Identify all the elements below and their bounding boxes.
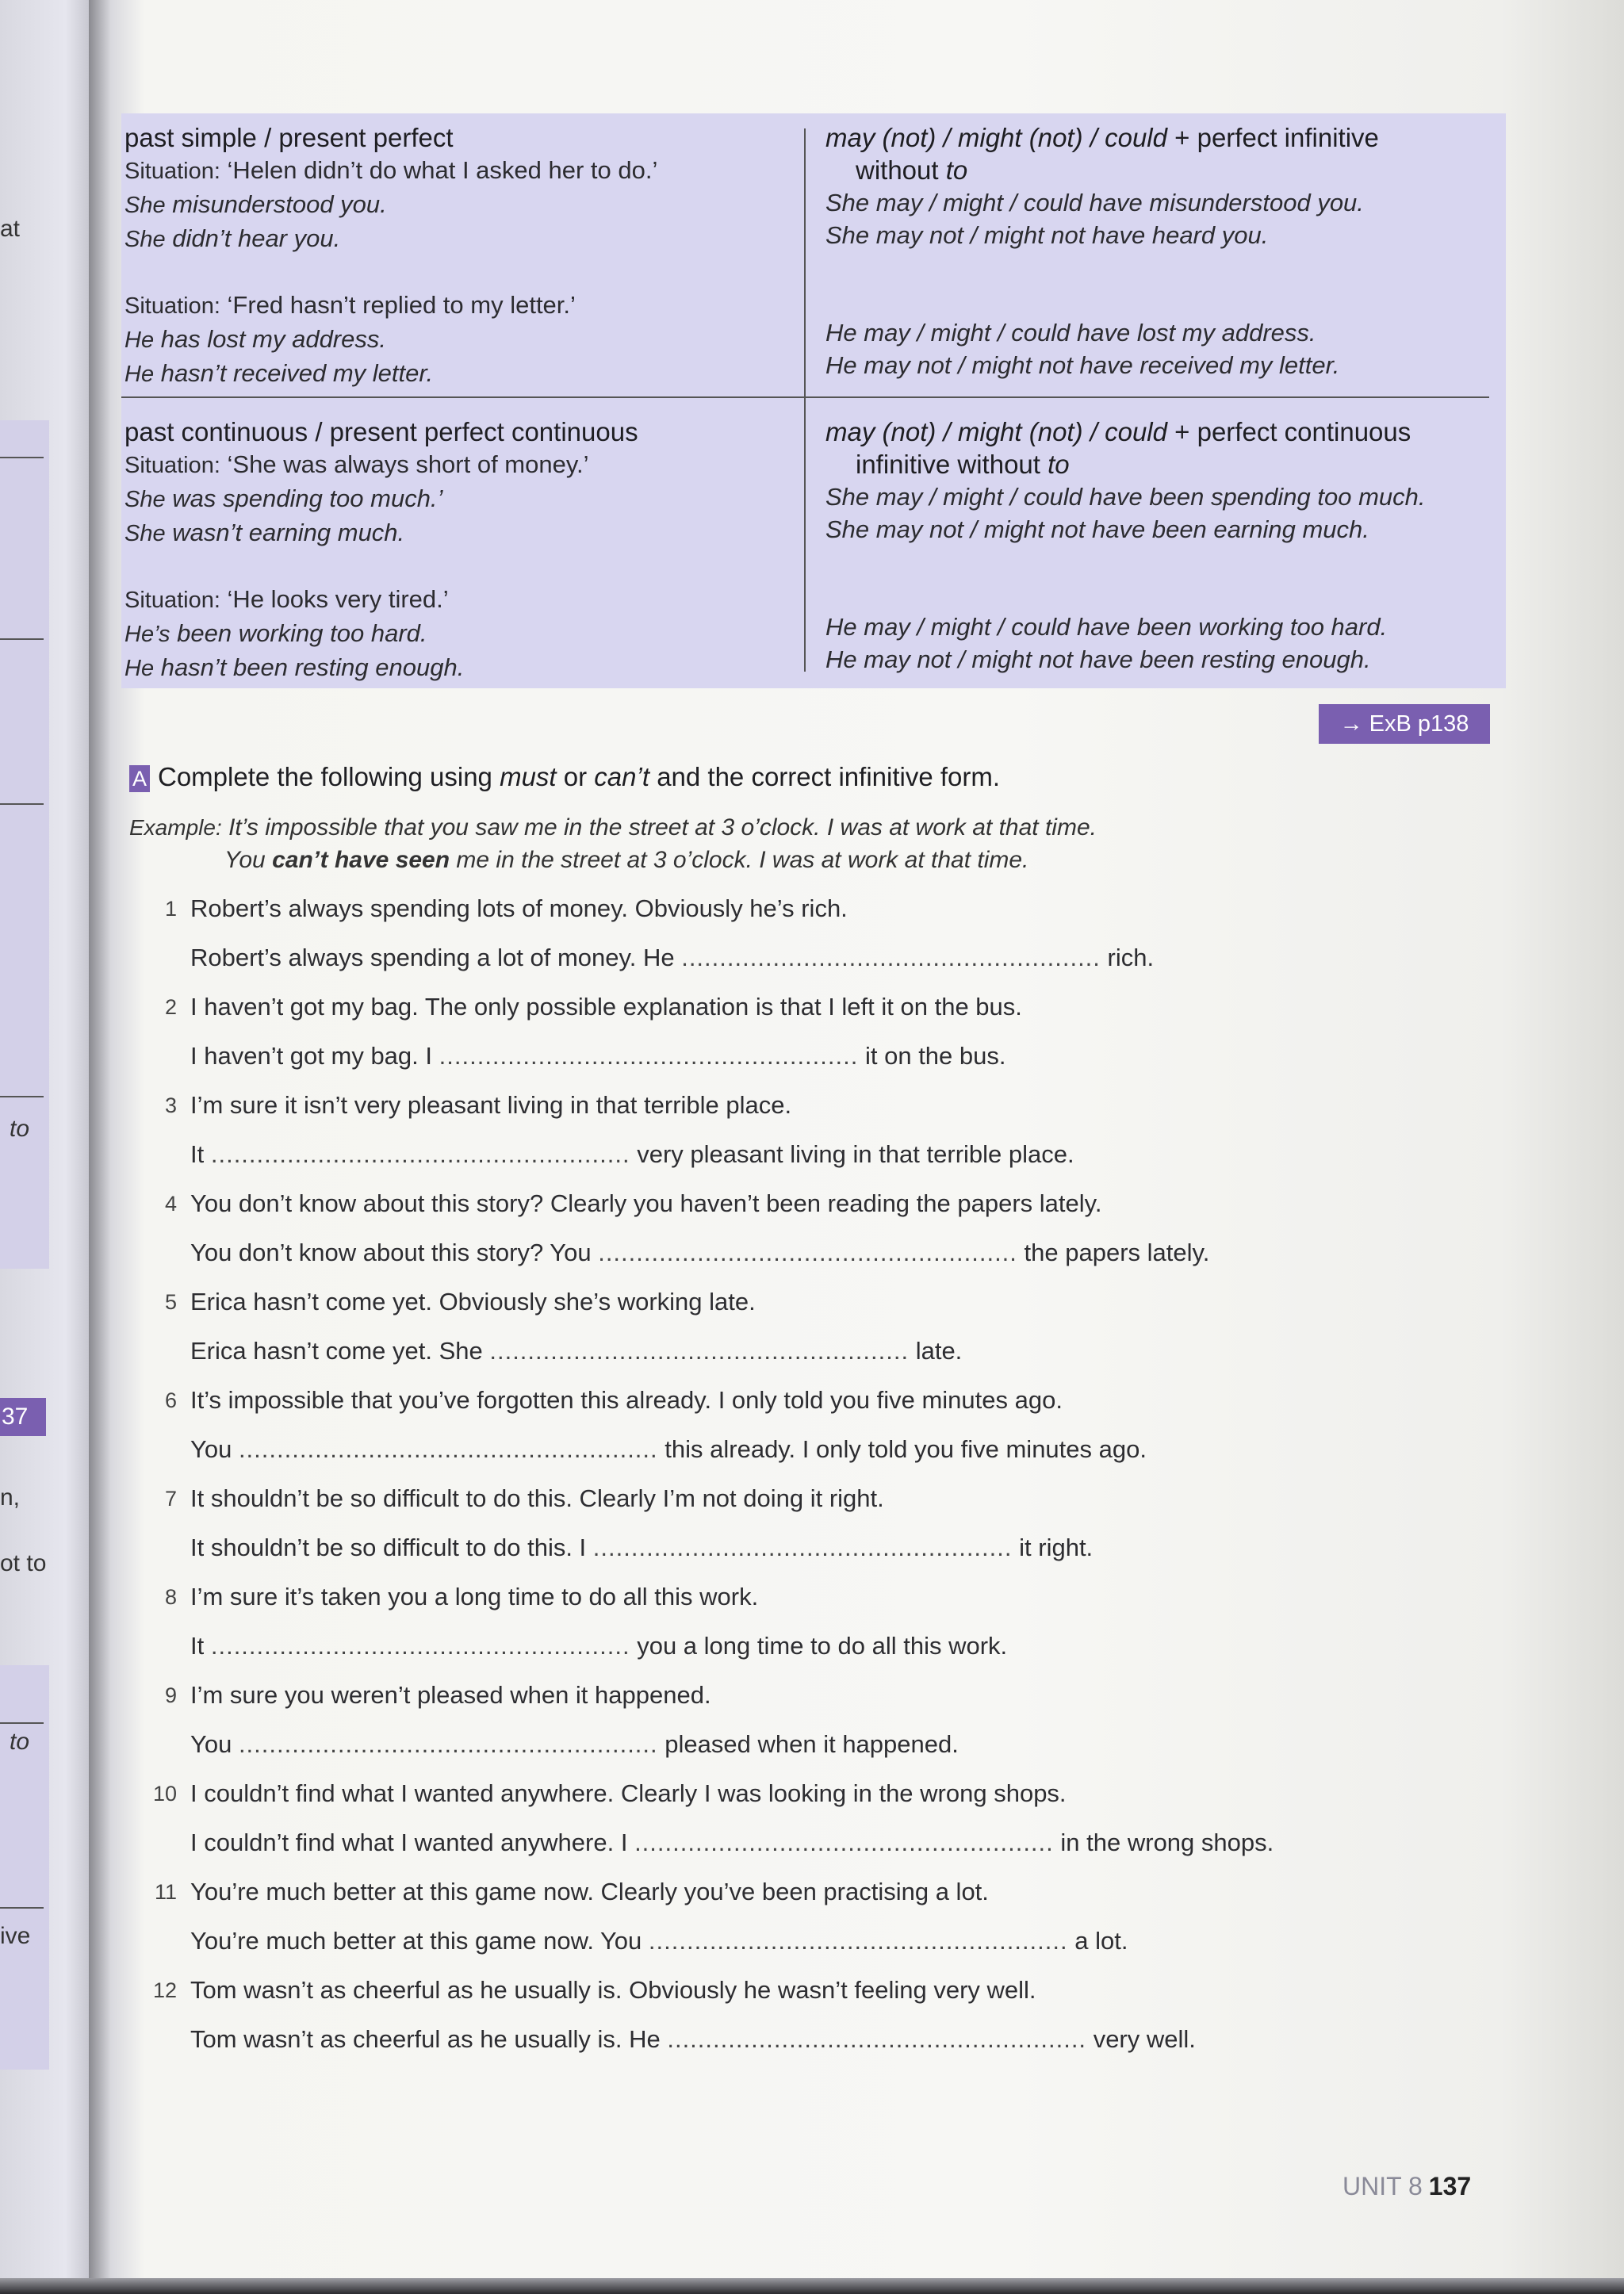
answer-suffix: pleased when it happened.: [665, 1730, 959, 1758]
situation-label: Situation:: [124, 453, 220, 478]
item-number: 1: [164, 897, 177, 921]
item-question: Tom wasn’t as cheerful as he usually is. Obviously he wasn’t feeling very well.: [190, 1976, 1036, 2004]
example-text: She may not / might not have heard you.: [825, 221, 1269, 249]
cell-heading: past simple / present perfect: [124, 123, 454, 152]
example-answer-key: can’t have seen: [272, 847, 450, 873]
exercise-letter-badge: A: [129, 765, 150, 792]
answer-prefix: You: [190, 1435, 232, 1463]
item-number: 10: [152, 1782, 177, 1806]
answer-prefix: It shouldn’t be so difficult to do this. I: [190, 1534, 587, 1561]
cell-heading-to: to: [1048, 450, 1070, 479]
example-text: She may / might / could have misunderstood you.: [825, 189, 1364, 216]
example-text: hasn’t received my letter.: [160, 359, 434, 387]
item-question: Robert’s always spending lots of money. Obviously he’s rich.: [190, 894, 848, 922]
exercise-item: [147, 892, 1495, 990]
item-question: It’s impossible that you’ve forgotten this already. I only told you five minutes ago.: [190, 1386, 1063, 1414]
unit-label: UNIT 8: [1342, 2172, 1423, 2200]
example-pronoun: She: [124, 487, 166, 512]
table-cell-past-continuous: [124, 416, 638, 685]
cell-heading-text: + perfect infinitive: [1174, 123, 1379, 152]
answer-blank[interactable]: .......................................................: [648, 1927, 1068, 1955]
margin-fragment: to: [10, 1116, 30, 1142]
example-text: He may not / might not have received my letter.: [825, 351, 1340, 379]
cell-heading-text: infinitive without: [856, 450, 1040, 479]
answer-blank[interactable]: .......................................................: [592, 1534, 1013, 1561]
margin-rule: [0, 1907, 44, 1909]
answer-prefix: It: [190, 1632, 205, 1660]
table-cell-modal-perfect: [825, 121, 1379, 381]
answer-prefix: I haven’t got my bag. I: [190, 1042, 433, 1070]
item-answer-line: [190, 1335, 962, 1368]
margin-fragment: ot to: [0, 1550, 47, 1576]
example-answer-text: me in the street at 3 o’clock. I was at work at that time.: [456, 847, 1029, 873]
cell-heading-to: to: [945, 155, 968, 185]
example-text: He may / might / could have lost my address.: [825, 319, 1316, 347]
item-question: Erica hasn’t come yet. Obviously she’s working late.: [190, 1288, 756, 1316]
example-pronoun: He’s: [124, 622, 170, 647]
exercise-item: [147, 1187, 1495, 1285]
example-text: has lost my address.: [160, 325, 386, 353]
item-question: I haven’t got my bag. The only possible explanation is that I left it on the bus.: [190, 993, 1022, 1021]
page-number: 137: [1428, 2172, 1472, 2200]
answer-suffix: it on the bus.: [864, 1042, 1006, 1070]
exercise-item: [147, 1875, 1495, 1974]
item-question: I’m sure it’s taken you a long time to do all this work.: [190, 1583, 759, 1610]
item-number: 2: [164, 995, 177, 1019]
item-answer-line: [190, 1728, 959, 1761]
example-text: been working too hard.: [177, 619, 427, 647]
answer-blank[interactable]: .......................................................: [681, 944, 1101, 971]
item-question: You don’t know about this story? Clearly you haven’t been reading the papers lately.: [190, 1189, 1102, 1217]
answer-blank[interactable]: .......................................................: [238, 1435, 658, 1463]
answer-suffix: very well.: [1093, 2025, 1196, 2053]
item-number: 7: [164, 1487, 177, 1511]
answer-suffix: the papers lately.: [1024, 1239, 1210, 1266]
answer-suffix: it right.: [1019, 1534, 1094, 1561]
answer-prefix: You’re much better at this game now. You: [190, 1927, 642, 1955]
answer-suffix: in the wrong shops.: [1060, 1829, 1274, 1856]
page-footer: [1342, 2172, 1471, 2201]
answer-suffix: you a long time to do all this work.: [637, 1632, 1008, 1660]
cell-heading-modals: may (not) / might (not) / could: [825, 417, 1167, 446]
answer-blank[interactable]: .......................................................: [598, 1239, 1017, 1266]
item-answer-line: [190, 1630, 1007, 1663]
exercise-item: [147, 990, 1495, 1089]
answer-suffix: late.: [915, 1337, 963, 1365]
instruction-text: and the correct infinitive form.: [657, 762, 1001, 791]
table-column-divider: [804, 128, 806, 672]
answer-suffix: a lot.: [1074, 1927, 1128, 1955]
item-number: 11: [154, 1880, 177, 1904]
item-question: I’m sure it isn’t very pleasant living in that terrible place.: [190, 1091, 792, 1119]
example-answer: [129, 844, 1097, 876]
situation-text: ‘She was always short of money.’: [227, 450, 589, 478]
margin-page-tab: 37: [0, 1398, 46, 1436]
margin-rule: [0, 1722, 44, 1724]
answer-prefix: Erica hasn’t come yet. She: [190, 1337, 483, 1365]
example-text: He may / might / could have been working too hard.: [825, 613, 1388, 641]
example-pronoun: He: [124, 656, 155, 681]
item-answer-line: [190, 1924, 1128, 1958]
answer-suffix: rich.: [1107, 944, 1155, 971]
item-number: 4: [164, 1192, 177, 1216]
answer-blank[interactable]: .......................................................: [210, 1140, 630, 1168]
example-text: was spending too much.’: [172, 484, 443, 512]
exercise-item: [147, 1974, 1495, 2072]
item-answer-line: [190, 1826, 1274, 1859]
exercise-item: [147, 1482, 1495, 1580]
example-text: She may / might / could have been spending too much.: [825, 483, 1426, 511]
answer-blank[interactable]: .......................................................: [667, 2025, 1087, 2053]
answer-suffix: this already. I only told you five minutes ago.: [665, 1435, 1147, 1463]
margin-rule: [0, 638, 44, 640]
example-pronoun: He: [124, 362, 155, 387]
table-row-divider: [121, 396, 1489, 398]
item-number: 3: [164, 1093, 177, 1117]
instruction-must: must: [500, 762, 557, 791]
example-text: She may not / might not have been earning much.: [825, 515, 1369, 543]
situation-text: ‘He looks very tired.’: [227, 585, 449, 613]
table-cell-modal-perfect-continuous: [825, 416, 1426, 676]
answer-blank[interactable]: .......................................................: [238, 1730, 658, 1758]
exercise-item: [147, 1285, 1495, 1384]
cell-heading-text: without: [856, 155, 939, 185]
margin-fragment: ive: [0, 1923, 31, 1949]
item-answer-line: [190, 1433, 1147, 1466]
example-text: hasn’t been resting enough.: [160, 653, 465, 681]
exercise-example: [129, 811, 1097, 876]
item-number: 8: [164, 1585, 177, 1609]
example-text: misunderstood you.: [172, 190, 387, 218]
example-pronoun: He: [124, 327, 155, 353]
situation-label: Situation:: [124, 588, 220, 613]
answer-prefix: You: [190, 1730, 232, 1758]
exercise-heading: [129, 762, 1000, 792]
answer-blank[interactable]: .......................................................: [439, 1042, 859, 1070]
left-page-tint: [0, 1665, 49, 2070]
example-answer-text: You: [224, 847, 266, 873]
example-text: didn’t hear you.: [172, 224, 341, 252]
cell-heading: past continuous / present perfect continuous: [124, 417, 638, 446]
exercise-item: [147, 1679, 1495, 1777]
instruction-text: Complete the following using: [158, 762, 492, 791]
margin-rule: [0, 1096, 44, 1097]
situation-label: Situation:: [124, 293, 220, 319]
exercise-item: [147, 1384, 1495, 1482]
answer-prefix: You don’t know about this story? You: [190, 1239, 592, 1266]
exercise-items: [147, 892, 1495, 2072]
exercise-item: [147, 1580, 1495, 1679]
item-question: I’m sure you weren’t pleased when it happened.: [190, 1681, 711, 1709]
situation-text: ‘Fred hasn’t replied to my letter.’: [227, 291, 576, 319]
example-text: wasn’t earning much.: [172, 519, 405, 546]
answer-prefix: I couldn’t find what I wanted anywhere. I: [190, 1829, 628, 1856]
item-answer-line: [190, 1138, 1074, 1171]
margin-fragment: at: [0, 216, 21, 242]
example-pronoun: She: [124, 227, 166, 252]
answer-blank[interactable]: .......................................................: [210, 1632, 630, 1660]
cell-heading-modals: may (not) / might (not) / could: [825, 123, 1167, 152]
item-answer-line: [190, 2023, 1196, 2056]
situation-text: ‘Helen didn’t do what I asked her to do.’: [227, 156, 658, 184]
exercise-book-reference[interactable]: → ExB p138: [1319, 704, 1490, 744]
item-question: You’re much better at this game now. Clearly you’ve been practising a lot.: [190, 1878, 989, 1905]
item-question: It shouldn’t be so difficult to do this. Clearly I’m not doing it right.: [190, 1484, 884, 1512]
exercise-item: [147, 1089, 1495, 1187]
margin-rule: [0, 457, 44, 458]
instruction-text: or: [563, 762, 588, 791]
answer-prefix: It: [190, 1140, 205, 1168]
bottom-edge: [0, 2278, 1624, 2294]
item-number: 6: [164, 1388, 177, 1412]
exercise-item: [147, 1777, 1495, 1875]
example-question: It’s impossible that you saw me in the street at 3 o’clock. I was at work at that time.: [228, 814, 1097, 841]
item-number: 5: [164, 1290, 177, 1314]
instruction-cant: can’t: [594, 762, 650, 791]
margin-fragment: n,: [0, 1484, 21, 1511]
example-text: He may not / might not have been resting enough.: [825, 645, 1371, 673]
item-answer-line: [190, 1236, 1209, 1270]
item-question: I couldn’t find what I wanted anywhere. Clearly I was looking in the wrong shops.: [190, 1779, 1067, 1807]
example-label: Example:: [129, 815, 222, 840]
answer-blank[interactable]: .......................................................: [634, 1829, 1054, 1856]
situation-label: Situation:: [124, 159, 220, 184]
item-number: 12: [152, 1978, 177, 2002]
answer-prefix: Tom wasn’t as cheerful as he usually is. He: [190, 2025, 661, 2053]
item-answer-line: [190, 941, 1154, 975]
item-answer-line: [190, 1531, 1093, 1564]
item-number: 9: [164, 1683, 177, 1707]
answer-prefix: Robert’s always spending a lot of money. He: [190, 944, 675, 971]
margin-fragment: to: [10, 1729, 30, 1755]
answer-blank[interactable]: .......................................................: [489, 1337, 910, 1365]
item-answer-line: [190, 1040, 1006, 1073]
example-pronoun: She: [124, 193, 166, 218]
answer-suffix: very pleasant living in that terrible place.: [637, 1140, 1074, 1168]
cell-heading-text: + perfect continuous: [1174, 417, 1411, 446]
example-pronoun: She: [124, 521, 166, 546]
margin-rule: [0, 803, 44, 805]
table-cell-past-simple: [124, 121, 657, 391]
